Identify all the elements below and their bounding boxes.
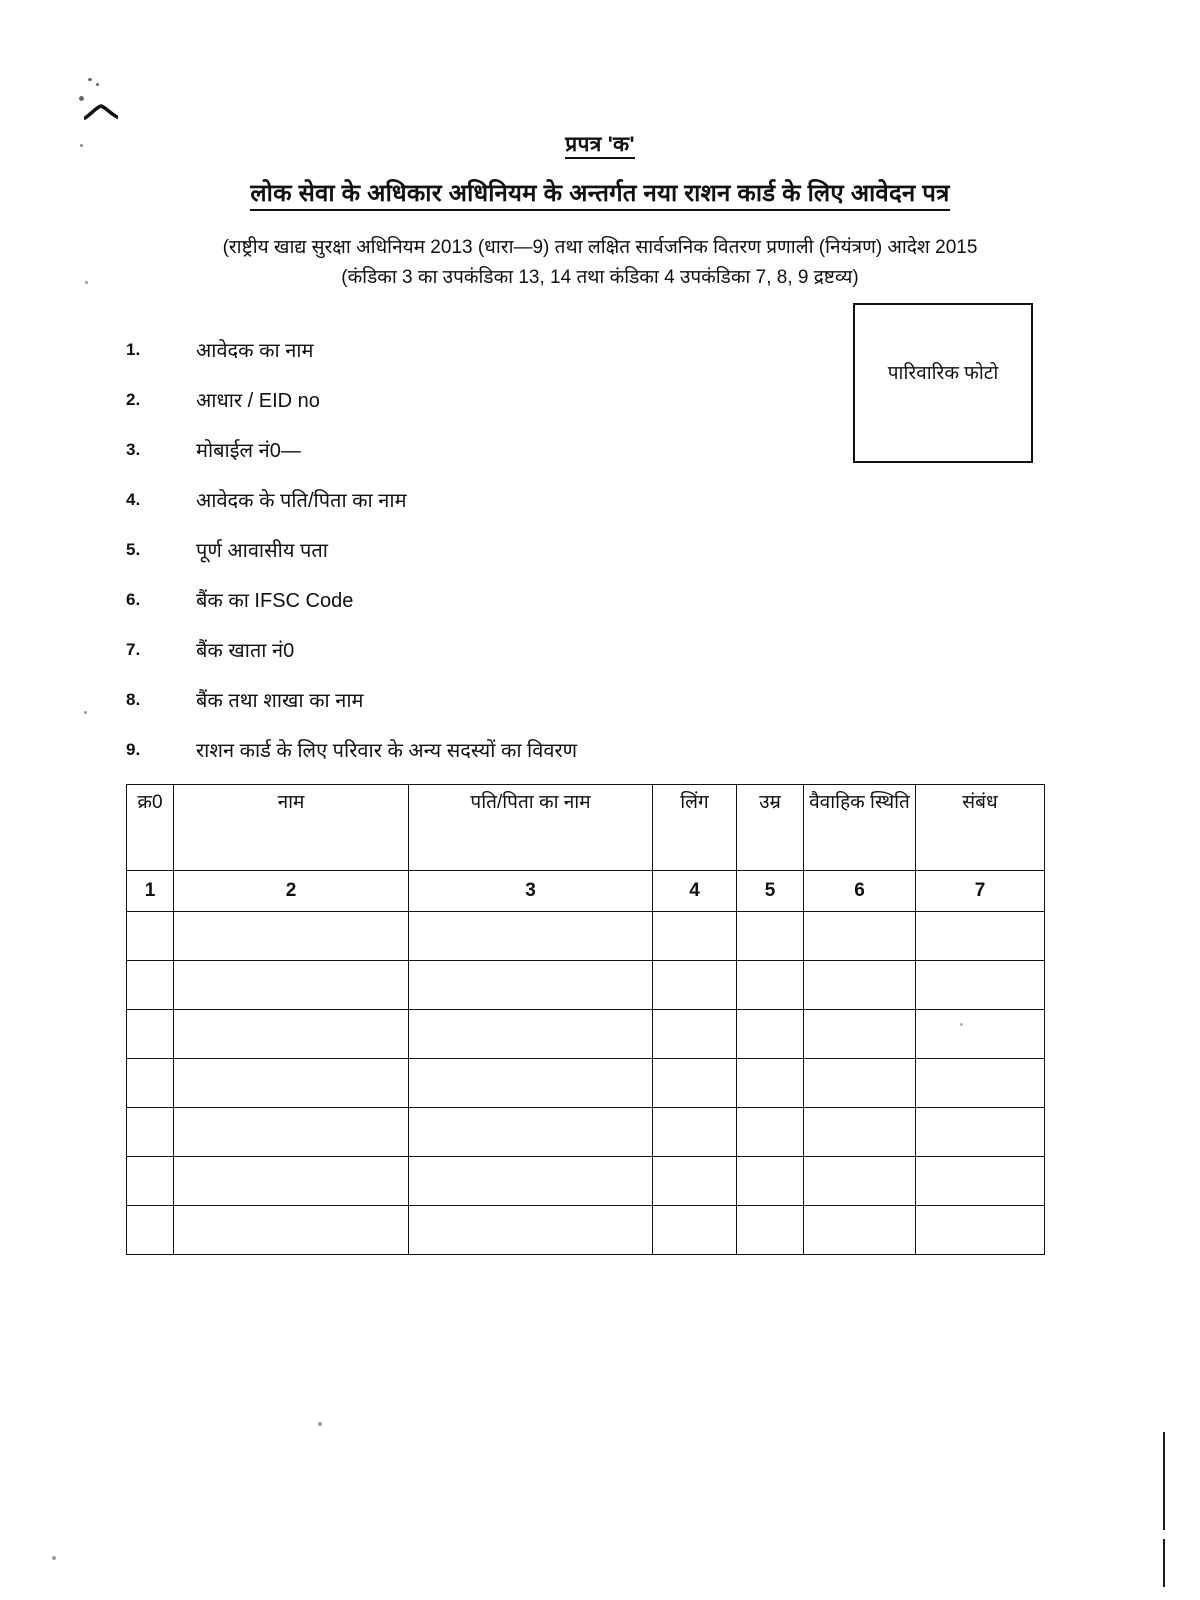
form-field-number: 1.: [126, 340, 141, 359]
scan-speck: [52, 1556, 56, 1560]
column-number-cell: 7: [916, 871, 1045, 912]
column-number-cell: 4: [653, 871, 737, 912]
cell-gender[interactable]: [653, 1059, 737, 1108]
form-field-8: [126, 686, 826, 736]
cell-marital-status[interactable]: [804, 1108, 916, 1157]
cell-name[interactable]: [174, 1010, 409, 1059]
form-field-3: [126, 436, 826, 486]
cell-father-husband-name[interactable]: [409, 1059, 653, 1108]
pen-caret-mark: [84, 104, 118, 120]
form-field-number: 3.: [126, 440, 141, 459]
column-number-cell: 6: [804, 871, 916, 912]
page-title: [0, 176, 1200, 209]
table-row[interactable]: [127, 961, 1045, 1010]
table-header: [127, 785, 1045, 871]
cell-gender[interactable]: [653, 1010, 737, 1059]
table-header-age: उम्र: [737, 785, 804, 871]
form-field-9: [126, 736, 826, 786]
subtitle-line-1: (राष्ट्रीय खाद्य सुरक्षा अधिनियम 2013 (धारा—9) तथा लक्षित सार्वजनिक वितरण प्रणाली (नियंत्रण) आदेश 2015: [222, 237, 978, 258]
cell-marital-status[interactable]: [804, 961, 916, 1010]
form-code-text: प्रपत्र 'क': [565, 133, 635, 159]
column-number-cell: 2: [174, 871, 409, 912]
cell-gender[interactable]: [653, 912, 737, 961]
family-photo-label: पारिवारिक फोटो: [887, 363, 999, 384]
scan-edge-line: [1163, 1432, 1165, 1530]
column-number-cell: 5: [737, 871, 804, 912]
scan-speck: [84, 711, 87, 714]
table-header-name: नाम: [174, 785, 409, 871]
form-field-label: पूर्ण आवासीय पता: [196, 540, 328, 562]
cell-gender[interactable]: [653, 1157, 737, 1206]
form-field-number: 4.: [126, 490, 141, 509]
cell-age[interactable]: [737, 912, 804, 961]
form-field-number: 9.: [126, 740, 141, 759]
cell-name[interactable]: [174, 1206, 409, 1255]
cell-age[interactable]: [737, 1108, 804, 1157]
subtitle-line-2: (कंडिका 3 का उपकंडिका 13, 14 तथा कंडिका 4 उपकंडिका 7, 8, 9 द्रष्टव्य): [341, 267, 859, 288]
cell-gender[interactable]: [653, 1108, 737, 1157]
form-field-label: बैंक खाता नं0: [196, 640, 295, 662]
cell-gender[interactable]: [653, 1206, 737, 1255]
form-field-number: 5.: [126, 540, 141, 559]
cell-relation[interactable]: [916, 1059, 1045, 1108]
page-title-text: लोक सेवा के अधिकार अधिनियम के अन्तर्गत नया राशन कार्ड के लिए आवेदन पत्र: [250, 180, 949, 211]
cell-serial[interactable]: [127, 1108, 174, 1157]
form-field-number: 8.: [126, 690, 141, 709]
cell-serial[interactable]: [127, 912, 174, 961]
cell-father-husband-name[interactable]: [409, 1206, 653, 1255]
cell-serial[interactable]: [127, 1010, 174, 1059]
scan-edge-line: [1163, 1539, 1165, 1587]
form-field-5: [126, 536, 826, 586]
cell-marital-status[interactable]: [804, 912, 916, 961]
scan-speck: [79, 96, 84, 101]
cell-marital-status[interactable]: [804, 1010, 916, 1059]
form-field-number: 7.: [126, 640, 141, 659]
form-field-label: आवेदक का नाम: [196, 340, 314, 362]
cell-relation[interactable]: [916, 1010, 1045, 1059]
cell-father-husband-name[interactable]: [409, 1108, 653, 1157]
cell-serial[interactable]: [127, 1157, 174, 1206]
cell-name[interactable]: [174, 1108, 409, 1157]
form-field-6: [126, 586, 826, 636]
form-field-number: 6.: [126, 590, 141, 609]
form-field-label: बैंक तथा शाखा का नाम: [196, 690, 364, 712]
table-row[interactable]: [127, 1108, 1045, 1157]
cell-serial[interactable]: [127, 961, 174, 1010]
form-field-4: [126, 486, 826, 536]
cell-marital-status[interactable]: [804, 1206, 916, 1255]
family-photo-box: [853, 303, 1033, 463]
cell-marital-status[interactable]: [804, 1059, 916, 1108]
cell-marital-status[interactable]: [804, 1157, 916, 1206]
cell-age[interactable]: [737, 1059, 804, 1108]
table-column-number-row: [127, 871, 1045, 912]
cell-father-husband-name[interactable]: [409, 1010, 653, 1059]
cell-relation[interactable]: [916, 1206, 1045, 1255]
table-body: [127, 871, 1045, 1255]
form-code-heading: [0, 130, 1200, 158]
table-row[interactable]: [127, 1010, 1045, 1059]
cell-serial[interactable]: [127, 1206, 174, 1255]
cell-relation[interactable]: [916, 1157, 1045, 1206]
cell-age[interactable]: [737, 1206, 804, 1255]
form-field-label: मोबाईल नं0—: [196, 440, 301, 462]
cell-serial[interactable]: [127, 1059, 174, 1108]
form-field-number: 2.: [126, 390, 141, 409]
table-header-row: [127, 785, 1045, 871]
cell-age[interactable]: [737, 1010, 804, 1059]
form-field-7: [126, 636, 826, 686]
cell-relation[interactable]: [916, 961, 1045, 1010]
cell-father-husband-name[interactable]: [409, 961, 653, 1010]
scan-speck: [88, 78, 92, 81]
family-members-table: [126, 784, 1045, 1255]
scan-speck: [96, 83, 99, 86]
cell-relation[interactable]: [916, 1108, 1045, 1157]
table-header-serial: क्र0: [127, 785, 174, 871]
table-row[interactable]: [127, 1059, 1045, 1108]
scan-speck: [318, 1422, 322, 1426]
form-fields-list: [126, 336, 826, 786]
table-header-gender: लिंग: [653, 785, 737, 871]
cell-father-husband-name[interactable]: [409, 912, 653, 961]
cell-name[interactable]: [174, 961, 409, 1010]
table-row[interactable]: [127, 912, 1045, 961]
column-number-cell: 3: [409, 871, 653, 912]
form-field-label: बैंक का IFSC Code: [196, 590, 354, 612]
cell-name[interactable]: [174, 912, 409, 961]
table-header-father-husband-name: पति/पिता का नाम: [409, 785, 653, 871]
table-row[interactable]: [127, 1157, 1045, 1206]
table-header-relation: संबंध: [916, 785, 1045, 871]
scan-speck: [85, 281, 88, 284]
table-header-marital-status: वैवाहिक स्थिति: [804, 785, 916, 871]
subtitle-block: [100, 233, 1100, 293]
cell-age[interactable]: [737, 961, 804, 1010]
cell-name[interactable]: [174, 1157, 409, 1206]
table-row[interactable]: [127, 1206, 1045, 1255]
cell-relation[interactable]: [916, 912, 1045, 961]
form-field-2: [126, 386, 826, 436]
form-field-label: आधार / EID no: [196, 390, 320, 412]
cell-age[interactable]: [737, 1157, 804, 1206]
cell-gender[interactable]: [653, 961, 737, 1010]
cell-father-husband-name[interactable]: [409, 1157, 653, 1206]
form-field-1: [126, 336, 826, 386]
form-field-label: आवेदक के पति/पिता का नाम: [196, 490, 407, 512]
column-number-cell: 1: [127, 871, 174, 912]
cell-name[interactable]: [174, 1059, 409, 1108]
form-field-label: राशन कार्ड के लिए परिवार के अन्य सदस्यों का विवरण: [196, 740, 578, 762]
